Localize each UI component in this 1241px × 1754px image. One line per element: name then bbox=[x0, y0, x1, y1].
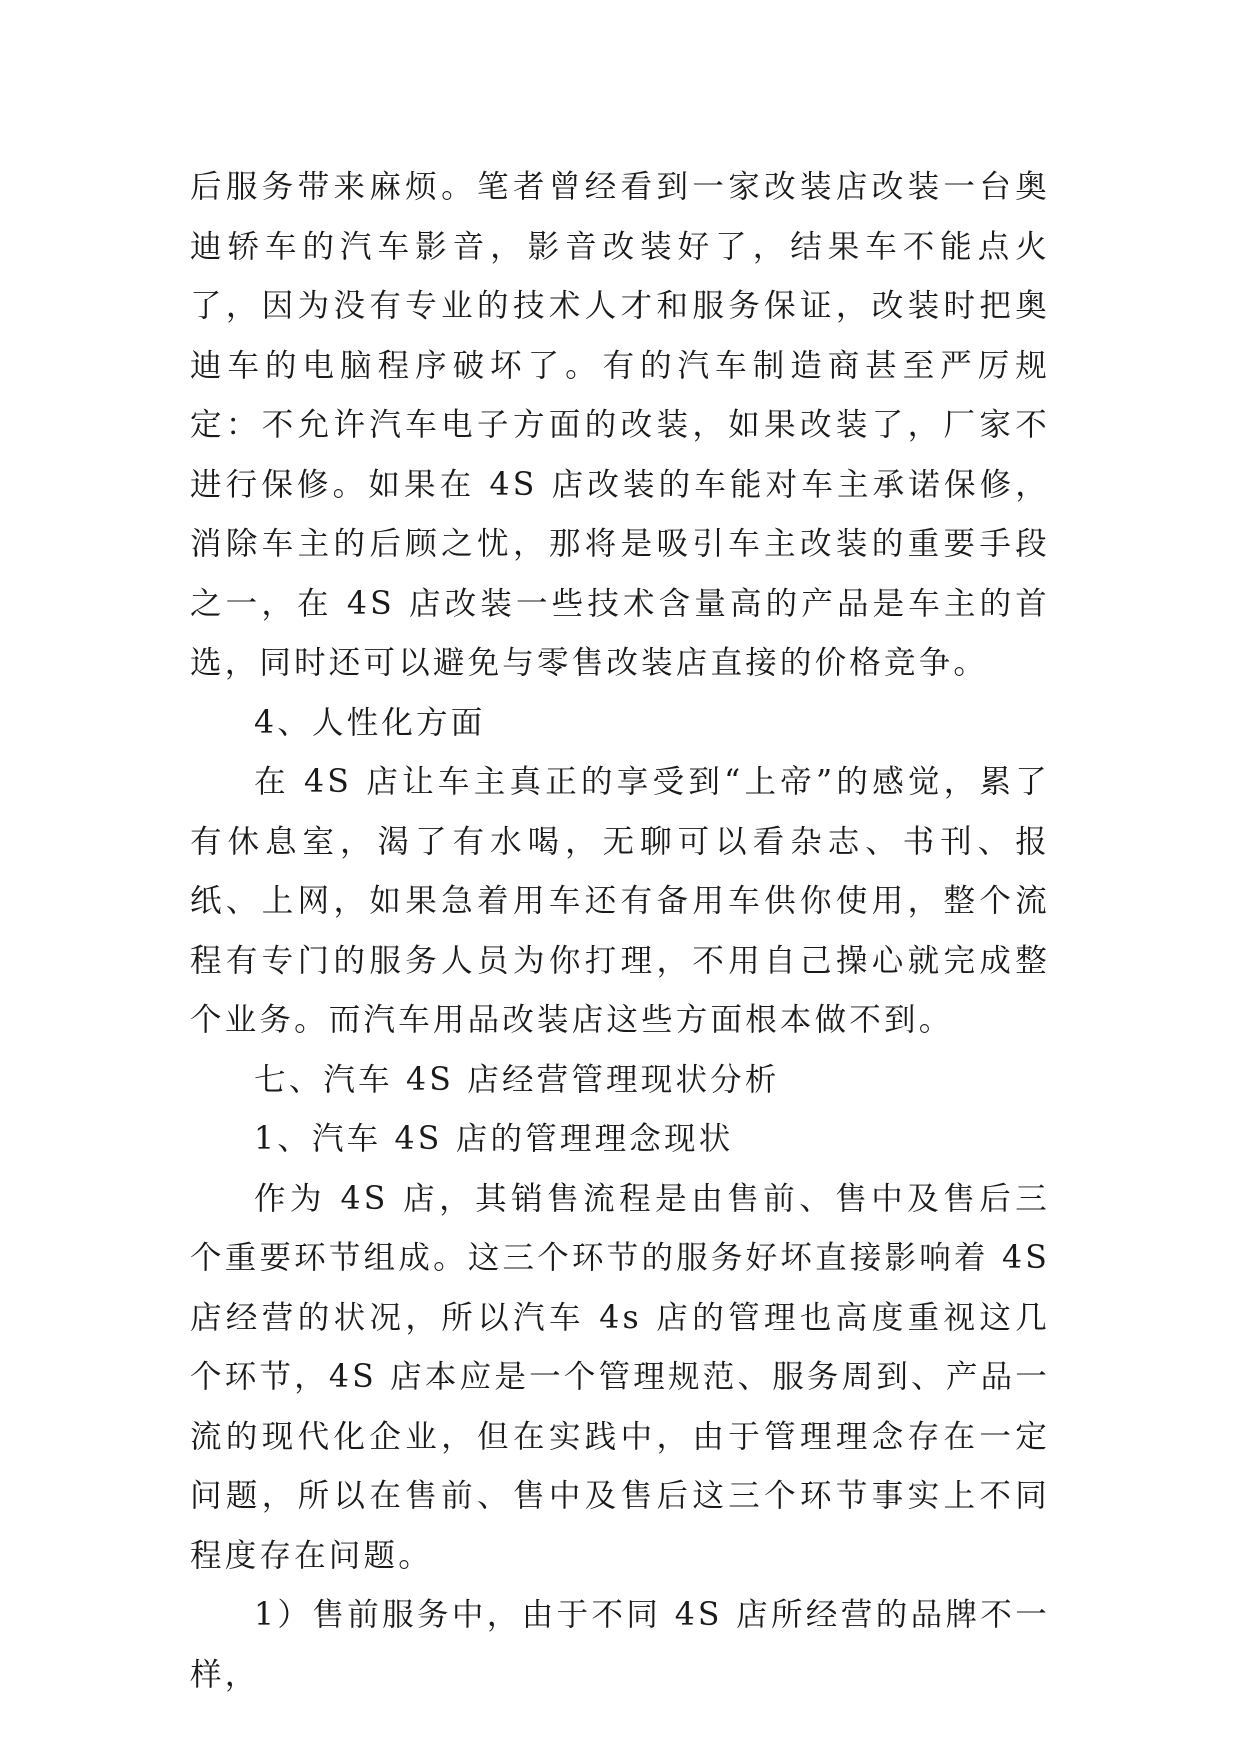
heading-humanization: 4、人性化方面 bbox=[254, 704, 486, 741]
paragraph-pre-sales: 1）售前服务中，由于不同 4S 店所经营的品牌不一样， bbox=[190, 1597, 1050, 1693]
paragraph-audi-modification: 后服务带来麻烦。笔者曾经看到一家改装店改装一台奥迪轿车的汽车影音，影音改装好了，结果车不能点火了，因为没有专业的技术人才和服务保证，改装时把奥迪车的电脑程序破坏了。有的汽车制造商甚至严厉规定：不允许汽车电子方面的改装，如果改装了，厂家不进行保修。如果在 4S 店改装的车能对车主承诺保修，消除车主的后顾之忧，那将是吸引车主改装的重要手段之一，在 4S 店改装一些技术含量高的产品是车主的首选，同时还可以避免与零售改装店直接的价格竞争。 bbox=[190, 169, 1050, 681]
heading-section-seven: 七、汽车 4S 店经营管理现状分析 bbox=[254, 1061, 780, 1098]
paragraph-sales-process: 作为 4S 店，其销售流程是由售前、售中及售后三个重要环节组成。这三个环节的服务好坏直接影响着 4S 店经营的状况，所以汽车 4s 店的管理也高度重视这几个环节，4S 店本应是一个管理规范、服务周到、产品一流的现代化企业，但在实践中，由于管理理念存在一定问题，所以在售前、售中及售后这三个环节事实上不同程度存在问题。 bbox=[190, 1180, 1050, 1574]
document-body bbox=[190, 158, 1050, 1705]
paragraph-god-feeling: 在 4S 店让车主真正的享受到“上帝”的感觉，累了有休息室，渴了有水喝，无聊可以看杂志、书刊、报纸、上网，如果急着用车还有备用车供你使用，整个流程有专门的服务人员为你打理，不用自己操心就完成整个业务。而汽车用品改装店这些方面根本做不到。 bbox=[190, 764, 1050, 1038]
heading-management-concept: 1、汽车 4S 店的管理理念现状 bbox=[254, 1121, 734, 1157]
